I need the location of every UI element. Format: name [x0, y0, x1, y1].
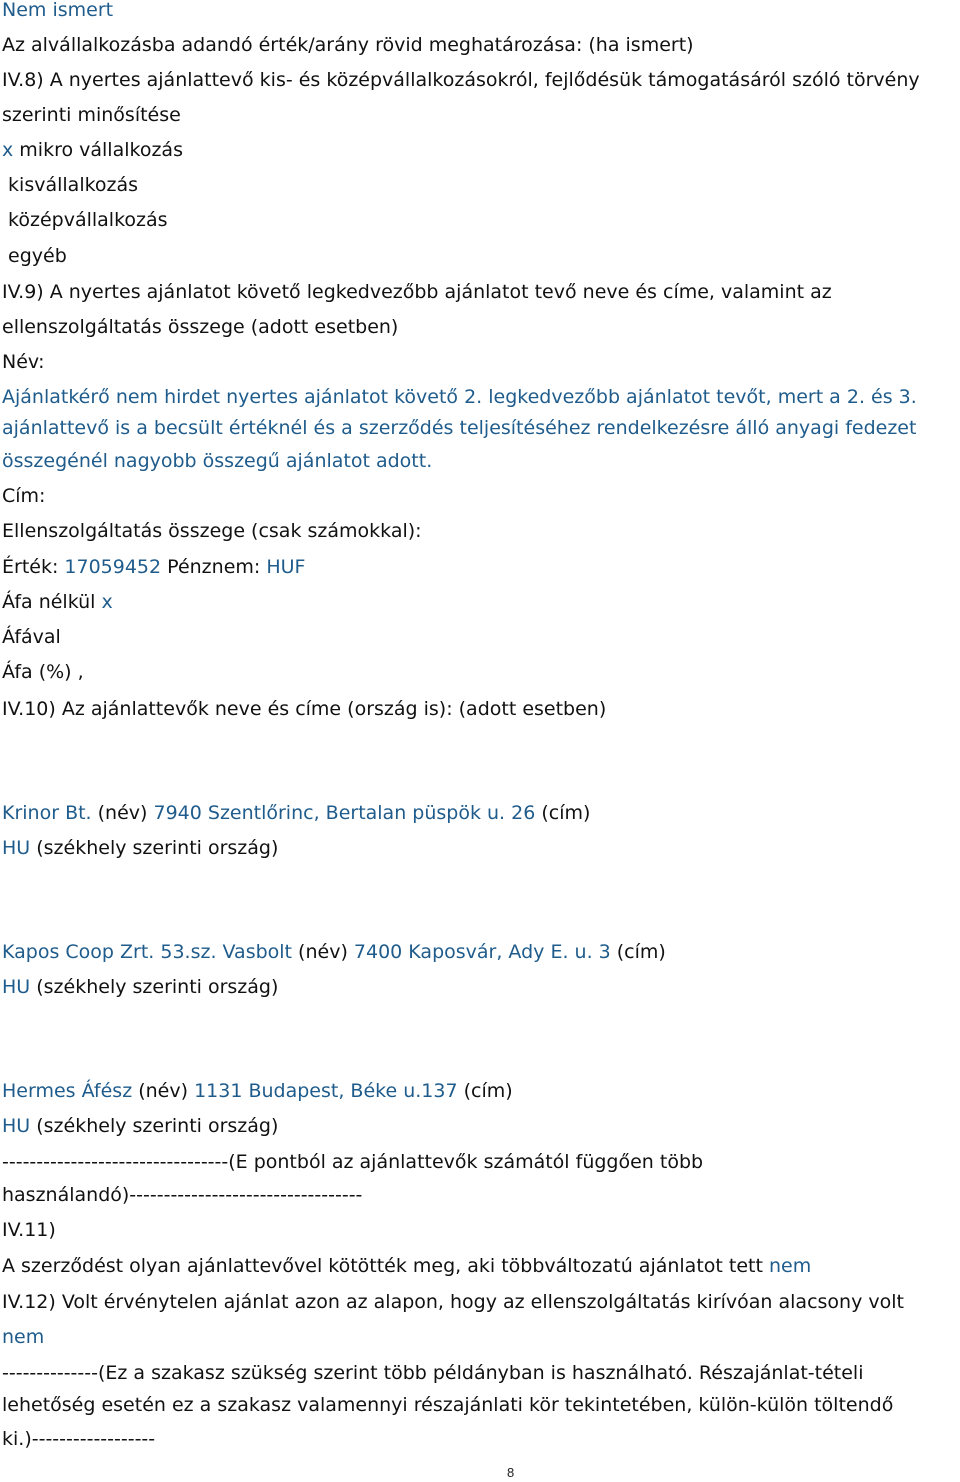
bidder-2-country-line	[2, 975, 278, 999]
name-label: Név:	[2, 351, 45, 373]
option-small-enterprise	[2, 173, 138, 197]
variant-offer-question: A szerződést olyan ajánlattevővel kötötték meg, aki többváltozatú ajánlatot tett	[2, 1255, 769, 1277]
bidder-1-name: Krinor Bt.	[2, 802, 92, 824]
section-iv11-heading: IV.11)	[2, 1219, 56, 1241]
section-iv8-heading: IV.8) A nyertes ajánlattevő kis- és középvállalkozásokról, fejlődésük támogatásáról szóló törvény	[2, 69, 920, 91]
country-tag: (székhely szerinti ország)	[30, 976, 279, 998]
section-note-line-3: ki.)------------------	[2, 1428, 156, 1450]
section-iv12-heading: IV.12) Volt érvénytelen ajánlat azon az alapon, hogy az ellenszolgáltatás kirívóan alacsony volt	[2, 1291, 904, 1313]
section-note-line-2: lehetőség esetén ez a szakasz valamennyi részajánlati kör tekintetében, külön-külön töltendő	[2, 1394, 894, 1416]
value-label: Érték:	[2, 556, 65, 578]
section-iv8-heading-cont: szerinti minősítése	[2, 104, 181, 126]
iv9-statement-line-3: összegénél nagyobb összegű ajánlatot adott.	[2, 450, 433, 472]
option-other	[2, 244, 67, 268]
option-label: mikro vállalkozás	[19, 139, 183, 161]
bidder-1-country-line	[2, 836, 278, 860]
vat-excluded-label: Áfa nélkül	[2, 591, 102, 613]
value-line	[2, 555, 305, 579]
bidder-2-country: HU	[2, 976, 31, 998]
name-tag: (név)	[91, 802, 154, 824]
variant-offer-answer: nem	[768, 1255, 812, 1277]
bidder-2-address: 7400 Kaposvár, Ady E. u. 3	[353, 941, 611, 963]
bidder-2-line	[2, 940, 666, 964]
iv9-statement-line-1: Ajánlatkérő nem hirdet nyertes ajánlatot követő 2. legkedvezőbb ajánlatot tevőt, mert a 2. és 3.	[2, 386, 917, 408]
variant-offer-line	[2, 1254, 811, 1278]
subcontract-status: Nem ismert	[2, 0, 114, 21]
section-note-line-1: --------------(Ez a szakasz szükség szerint több példányban is használható. Részajánlat-tételi	[2, 1362, 864, 1384]
section-iv9-heading: IV.9) A nyertes ajánlatot követő legkedvezőbb ajánlatot tevő neve és címe, valamint az	[2, 281, 832, 303]
address-tag: (cím)	[457, 1080, 513, 1102]
bidder-2-name: Kapos Coop Zrt. 53.sz. Vasbolt	[2, 941, 293, 963]
address-tag: (cím)	[535, 802, 591, 824]
option-label: egyéb	[8, 245, 67, 267]
section-iv9-heading-cont: ellenszolgáltatás összege (adott esetben)	[2, 316, 399, 338]
iv12-answer: nem	[2, 1326, 45, 1348]
value-amount: 17059452	[64, 556, 162, 578]
bidder-1-line	[2, 801, 590, 825]
bidder-1-country: HU	[2, 837, 31, 859]
address-tag: (cím)	[610, 941, 666, 963]
iv9-statement-line-2: ajánlattevő is a becsült értéknél és a szerződés teljesítéséhez rendelkezésre álló anyagi fedezet	[2, 417, 917, 439]
currency-label: Pénznem:	[161, 556, 267, 578]
page-number: 8	[507, 1465, 515, 1480]
name-tag: (név)	[132, 1080, 195, 1102]
consideration-amount-label: Ellenszolgáltatás összege (csak számokkal):	[2, 520, 422, 542]
vat-excluded-mark: x	[101, 591, 113, 613]
option-label: kisvállalkozás	[8, 174, 139, 196]
option-label: középvállalkozás	[8, 209, 168, 231]
vat-percent-label: Áfa (%) ,	[2, 661, 84, 683]
country-tag: (székhely szerinti ország)	[30, 837, 279, 859]
name-tag: (név)	[292, 941, 354, 963]
bidder-3-country: HU	[2, 1115, 31, 1137]
option-micro-enterprise	[2, 138, 183, 162]
bidder-3-line	[2, 1079, 513, 1103]
vat-excluded-line	[2, 590, 113, 614]
selected-mark: x	[2, 139, 14, 161]
section-iv10-heading: IV.10) Az ajánlattevők neve és címe (ország is): (adott esetben)	[2, 698, 607, 720]
bidder-3-country-line	[2, 1114, 278, 1138]
repeat-note-line-1: ---------------------------------(E pontból az ajánlattevők számától függően több	[2, 1151, 704, 1173]
bidder-1-address: 7940 Szentlőrinc, Bertalan püspök u. 26	[153, 802, 536, 824]
bidder-3-address: 1131 Budapest, Béke u.137	[194, 1080, 458, 1102]
vat-included-label: Áfával	[2, 626, 61, 648]
currency-value: HUF	[266, 556, 306, 578]
address-label: Cím:	[2, 485, 46, 507]
subcontract-ratio-label: Az alvállalkozásba adandó érték/arány rövid meghatározása: (ha ismert)	[2, 34, 694, 56]
bidder-3-name: Hermes Áfész	[2, 1080, 133, 1102]
repeat-note-line-2: használandó)----------------------------------	[2, 1184, 363, 1206]
option-medium-enterprise	[2, 208, 168, 232]
country-tag: (székhely szerinti ország)	[30, 1115, 279, 1137]
